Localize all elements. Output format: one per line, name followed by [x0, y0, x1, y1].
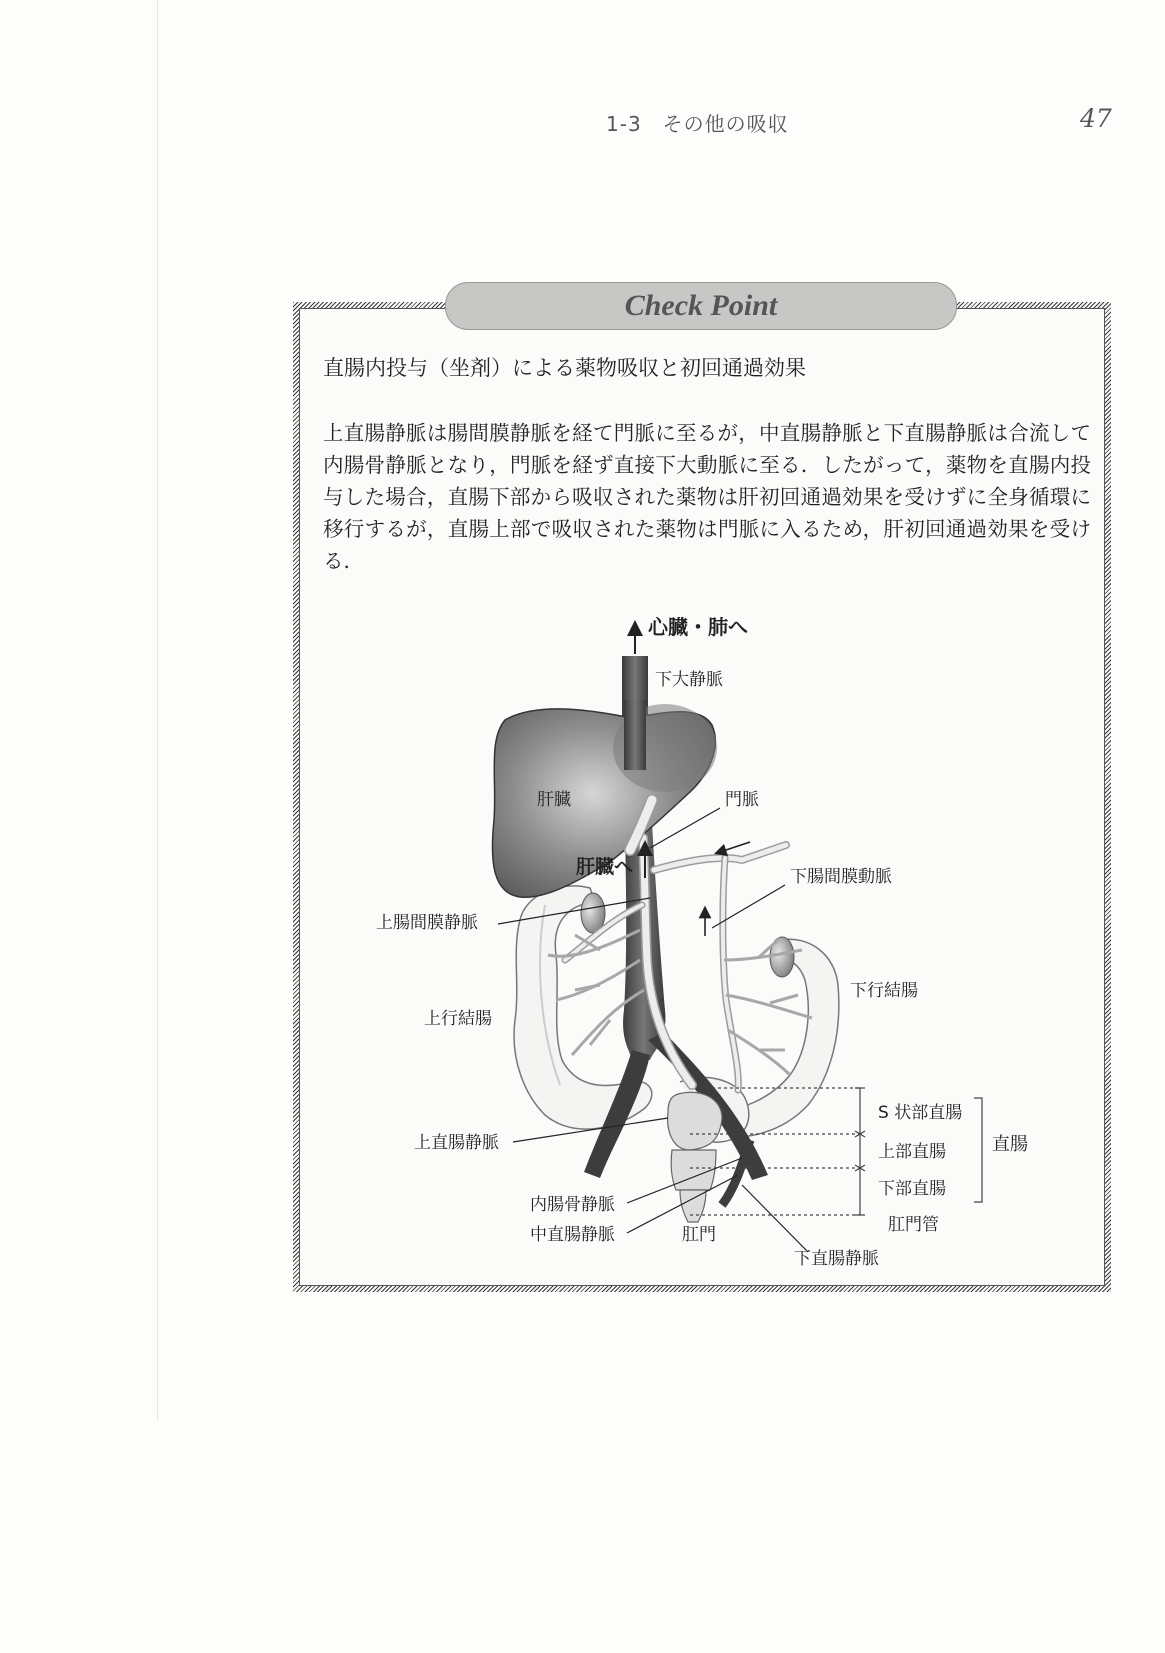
label-sigmoid-rectum: S 状部直腸 — [878, 1103, 963, 1123]
label-inferior-mesenteric-artery: 下腸間膜動脈 — [790, 867, 892, 887]
label-liver: 肝臓 — [537, 790, 571, 810]
label-anal-canal: 肛門管 — [888, 1215, 939, 1235]
page-number: 47 — [1080, 104, 1112, 133]
label-anus: 肛門 — [682, 1225, 716, 1245]
label-to-heart-lungs: 心臓・肺へ — [648, 615, 748, 639]
label-portal-vein: 門脈 — [725, 790, 759, 810]
label-descending-colon: 下行結腸 — [850, 981, 918, 1001]
label-rectum: 直腸 — [992, 1134, 1028, 1155]
label-ascending-colon: 上行結腸 — [424, 1009, 492, 1029]
label-inferior-rectal-vein: 下直腸静脈 — [794, 1249, 879, 1269]
label-superior-mesenteric-vein: 上腸間膜静脈 — [376, 913, 478, 933]
label-internal-iliac-vein: 内腸骨静脈 — [530, 1195, 615, 1215]
label-to-liver: 肝臓へ — [576, 856, 634, 878]
check-point-body: 上直腸静脈は腸間膜静脈を経て門脈に至るが，中直腸静脈と下直腸静脈は合流して内腸骨静脈となり，門脈を経ず直接下大動脈に至る．したがって，薬物を直腸内投与した場合，直腸下部から吸収された薬物は肝初回通過効果を受けずに全身循環に移行するが，直腸上部で吸収された薬物は門脈に入るため，肝初回通過効果を受ける． — [323, 421, 1091, 573]
artery-flow-arrow-left — [720, 842, 750, 852]
label-superior-rectal-vein: 上直腸静脈 — [414, 1133, 499, 1153]
internal-iliac-vein-branch — [722, 1140, 750, 1205]
label-middle-rectal-vein: 中直腸静脈 — [530, 1225, 615, 1245]
check-point-heading: 直腸内投与（坐剤）による薬物吸収と初回通過効果 — [323, 356, 806, 380]
check-point-title: Check Point — [624, 289, 778, 322]
label-inferior-vena-cava: 下大静脈 — [655, 670, 723, 690]
label-lower-rectum: 下部直腸 — [878, 1179, 946, 1199]
label-upper-rectum: 上部直腸 — [878, 1142, 946, 1162]
rectum-shape — [668, 1092, 722, 1222]
running-header: 1-3 その他の吸収 — [606, 112, 789, 136]
